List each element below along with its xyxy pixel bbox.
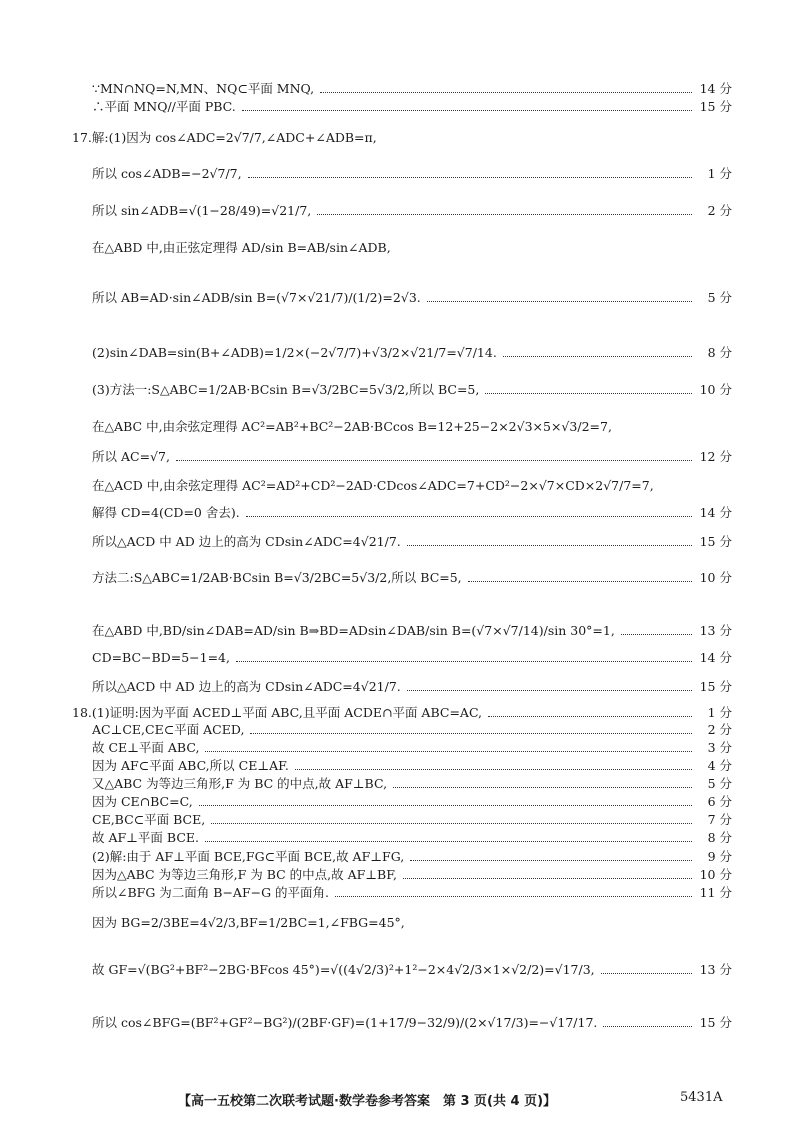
line-score: 10 分 [699, 867, 732, 882]
line-text: (2)解:由于 AF⊥平面 BCE,FG⊂平面 BCE,故 AF⊥FG, [92, 849, 405, 864]
line-text: 解得 CD=4(CD=0 舍去). [92, 505, 240, 520]
leader-dots [335, 895, 692, 897]
line-score: 13 分 [699, 623, 732, 638]
answer-line [92, 534, 732, 549]
leader-dots [411, 925, 692, 926]
leader-dots [248, 176, 692, 178]
leader-dots [407, 689, 692, 691]
line-text: (3)方法一:S△ABC=1/2AB·BCsin B=√3/2BC=5√3/2,所以 BC=5, [92, 382, 480, 397]
line-score: 15 分 [699, 679, 732, 694]
line-text: 18.(1)证明:因为平面 ACED⊥平面 ABC,且平面 ACDE∩平面 ABC=AC, [72, 705, 483, 720]
line-score: 5 分 [707, 290, 732, 305]
leader-dots [205, 750, 692, 752]
answer-line [72, 130, 732, 145]
leader-dots [236, 660, 692, 662]
leader-dots [317, 213, 692, 215]
line-text: CE,BC⊂平面 BCE, [92, 812, 206, 827]
line-score: 14 分 [699, 505, 732, 520]
line-score: 11 分 [699, 885, 732, 900]
line-text: 因为 BG=2/3BE=4√2/3,BF=1/2BC=1,∠FBG=45°, [92, 915, 405, 930]
answer-line [92, 650, 732, 665]
leader-dots [660, 488, 692, 489]
line-score: 7 分 [707, 812, 732, 827]
leader-dots [246, 515, 692, 517]
leader-dots [295, 768, 692, 770]
leader-dots [199, 804, 692, 806]
answer-line [92, 449, 732, 464]
leader-dots [427, 300, 692, 302]
line-text: AC⊥CE,CE⊂平面 ACED, [92, 722, 245, 737]
line-text: 17.解:(1)因为 cos∠ADC=2√7/7,∠ADC+∠ADB=π, [72, 130, 377, 145]
leader-dots [397, 250, 692, 251]
line-text: 又△ABC 为等边三角形,F 为 BC 的中点,故 AF⊥BC, [92, 776, 388, 791]
leader-dots [485, 392, 692, 394]
line-score: 1 分 [707, 166, 732, 181]
leader-dots [320, 91, 692, 93]
line-text: 因为 CE∩BC=C, [92, 794, 193, 809]
line-text: 所以 sin∠ADB=√(1−28/49)=√21/7, [92, 203, 312, 218]
leader-dots [250, 732, 692, 734]
line-text: 所以△ACD 中 AD 边上的高为 CDsin∠ADC=4√21/7. [92, 679, 401, 694]
leader-dots [205, 840, 692, 842]
line-text: 在△ABD 中,由正弦定理得 AD/sin B=AB/sin∠ADB, [92, 240, 391, 255]
answer-line [92, 81, 732, 96]
answer-line [92, 962, 732, 977]
answer-line [92, 885, 732, 900]
line-text: 因为△ABC 为等边三角形,F 为 BC 的中点,故 AF⊥BF, [92, 867, 397, 882]
line-score: 3 分 [707, 740, 732, 755]
line-score: 14 分 [699, 650, 732, 665]
answer-line [92, 1015, 732, 1030]
line-text: 因为 AF⊂平面 ABC,所以 CE⊥AF. [92, 758, 289, 773]
answer-line [92, 849, 732, 864]
answer-line [92, 830, 732, 845]
answer-line [92, 203, 732, 218]
answer-line [92, 722, 732, 737]
leader-dots [618, 429, 692, 430]
line-score: 6 分 [707, 794, 732, 809]
line-score: 1 分 [707, 705, 732, 720]
leader-dots [603, 1025, 692, 1027]
leader-dots [211, 822, 692, 824]
line-text: 在△ACD 中,由余弦定理得 AC²=AD²+CD²−2AD·CDcos∠ADC=7+CD²−2×√7×CD×2√7/7=7, [92, 478, 654, 493]
line-score: 14 分 [699, 81, 732, 96]
line-text: 故 CE⊥平面 ABC, [92, 740, 200, 755]
line-text: 在△ABD 中,BD/sin∠DAB=AD/sin B⇒BD=ADsin∠DAB/sin B=(√7×√7/14)/sin 30°=1, [92, 623, 615, 638]
leader-dots [242, 109, 692, 111]
answer-line [92, 505, 732, 520]
answer-line [92, 867, 732, 882]
answer-line [92, 623, 732, 638]
line-text: 故 AF⊥平面 BCE. [92, 830, 199, 845]
line-score: 8 分 [707, 345, 732, 360]
footer-code: 5431A [680, 1090, 723, 1105]
line-text: 所以△ACD 中 AD 边上的高为 CDsin∠ADC=4√21/7. [92, 534, 401, 549]
line-score: 10 分 [699, 570, 732, 585]
answer-line [92, 166, 732, 181]
answer-line [92, 915, 732, 930]
leader-dots [488, 715, 692, 717]
line-text: ∴平面 MNQ//平面 PBC. [92, 99, 236, 114]
line-score: 15 分 [699, 99, 732, 114]
answer-line [92, 382, 732, 397]
answer-line [92, 679, 732, 694]
leader-dots [503, 355, 692, 357]
line-score: 15 分 [699, 1015, 732, 1030]
line-score: 12 分 [699, 449, 732, 464]
leader-dots [601, 972, 692, 974]
line-score: 2 分 [707, 203, 732, 218]
line-score: 9 分 [707, 849, 732, 864]
line-score: 8 分 [707, 830, 732, 845]
line-text: CD=BC−BD=5−1=4, [92, 650, 230, 665]
page-footer [0, 1090, 800, 1110]
line-text: 所以 cos∠ADB=−2√7/7, [92, 166, 242, 181]
leader-dots [393, 786, 692, 788]
line-text: 所以 AC=√7, [92, 449, 170, 464]
line-score: 15 分 [699, 534, 732, 549]
answer-line [92, 345, 732, 360]
answer-line [92, 758, 732, 773]
line-text: 在△ABC 中,由余弦定理得 AC²=AB²+BC²−2AB·BCcos B=12+25−2×2√3×5×√3/2=7, [92, 419, 612, 434]
answer-line [92, 740, 732, 755]
line-text: 方法二:S△ABC=1/2AB·BCsin B=√3/2BC=5√3/2,所以 BC=5, [92, 570, 462, 585]
leader-dots [468, 580, 692, 582]
answer-line [92, 794, 732, 809]
answer-line [92, 812, 732, 827]
leader-dots [410, 859, 692, 861]
line-score: 2 分 [707, 722, 732, 737]
leader-dots [403, 877, 692, 879]
leader-dots [383, 140, 692, 141]
line-score: 10 分 [699, 382, 732, 397]
leader-dots [621, 633, 692, 635]
line-score: 4 分 [707, 758, 732, 773]
answer-line [92, 570, 732, 585]
line-text: ∵MN∩NQ=N,MN、NQ⊂平面 MNQ, [92, 81, 315, 96]
answer-line [72, 705, 732, 720]
answer-line [92, 419, 732, 434]
line-text: 所以∠BFG 为二面角 B−AF−G 的平面角. [92, 885, 330, 900]
answer-line [92, 776, 732, 791]
leader-dots [407, 544, 692, 546]
answer-line [92, 290, 732, 305]
answer-line [92, 99, 732, 114]
answer-line [92, 240, 732, 255]
line-score: 5 分 [707, 776, 732, 791]
line-text: 所以 AB=AD·sin∠ADB/sin B=(√7×√21/7)/(1/2)=2√3. [92, 290, 421, 305]
footer-title: 【高一五校第二次联考试题·数学卷参考答案 第 3 页(共 4 页)】 [178, 1094, 557, 1109]
line-text: 故 GF=√(BG²+BF²−2BG·BFcos 45°)=√((4√2/3)²+1²−2×4√2/3×1×√2/2)=√17/3, [92, 962, 595, 977]
answer-line [92, 478, 732, 493]
line-score: 13 分 [699, 962, 732, 977]
leader-dots [176, 459, 692, 461]
line-text: 所以 cos∠BFG=(BF²+GF²−BG²)/(2BF·GF)=(1+17/9−32/9)/(2×√17/3)=−√17/17. [92, 1015, 598, 1030]
line-text: (2)sin∠DAB=sin(B+∠ADB)=1/2×(−2√7/7)+√3/2×√21/7=√7/14. [92, 345, 497, 360]
